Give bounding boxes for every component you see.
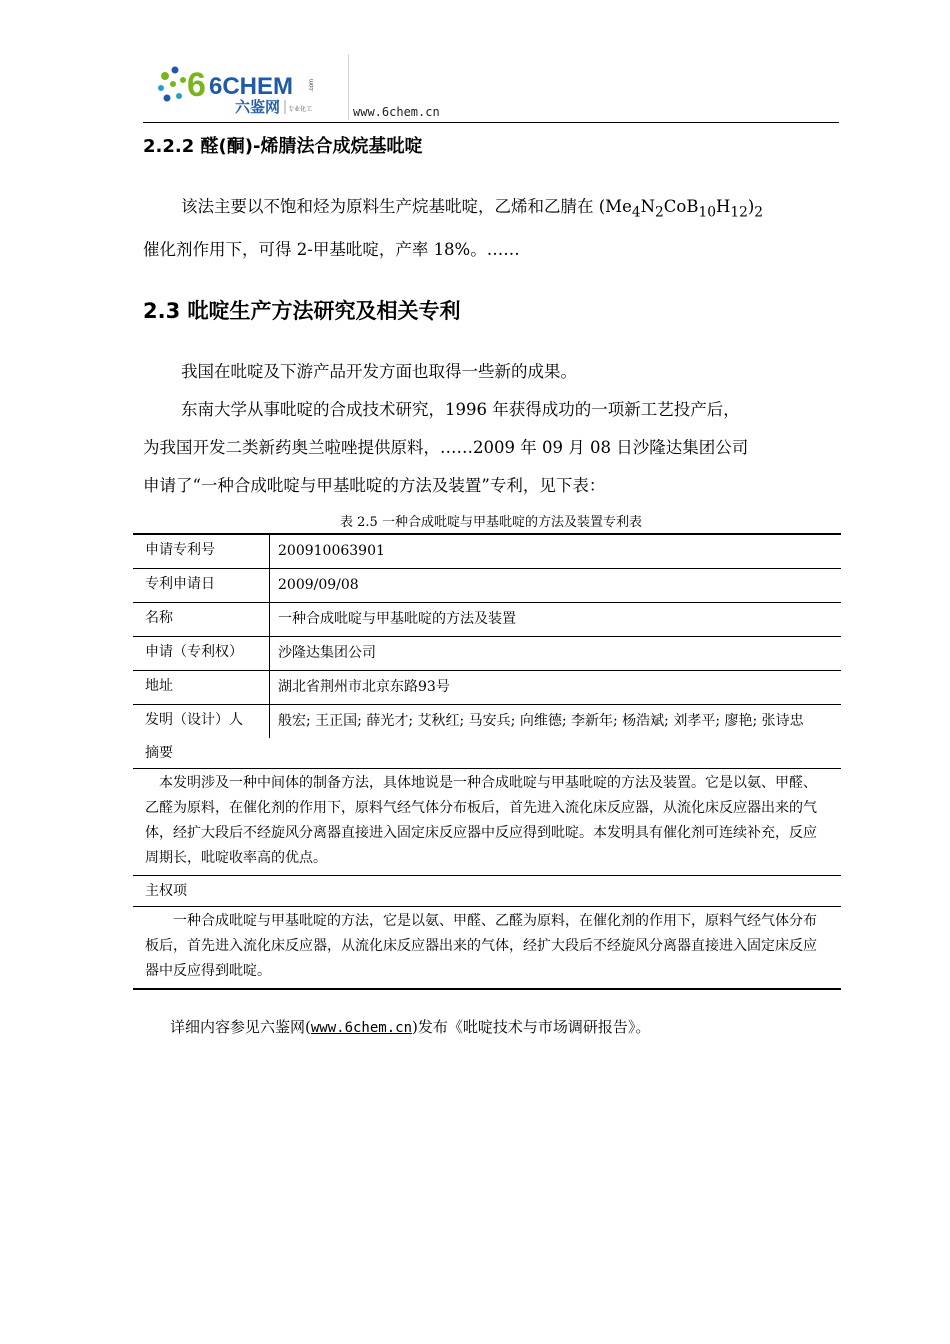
table-row <box>133 705 841 738</box>
page-header <box>143 48 839 124</box>
row-key: 名称 <box>133 603 270 636</box>
footer-suffix: )发布《吡啶技术与市场调研报告》。 <box>412 1018 651 1036</box>
abstract-text: 本发明涉及一种中间体的制备方法，具体地说是一种合成吡啶与甲基吡啶的方法及装置。它是以氨、甲醛、乙醛为原料，在催化剂的作用下，原料气经气体分布板后，首先进入流化床反应器，从流化床反应器出来的气体，经扩大段后不经旋风分离器直接进入固定床反应器中反应得到吡啶。本发明具有催化剂可连续补充，反应周期长，吡啶收率高的优点。 <box>133 769 841 876</box>
table-row <box>133 535 841 569</box>
footer-note <box>170 1016 650 1037</box>
logo-cn-text: 六鉴网 <box>235 98 281 116</box>
abstract-title: 摘要 <box>133 738 841 769</box>
row-key: 发明（设计）人 <box>133 705 270 738</box>
row-value: 2009/09/08 <box>278 577 359 593</box>
paragraph-2-3-body <box>143 391 815 505</box>
table-row <box>133 603 841 637</box>
header-url[interactable]: www.6chem.cn <box>353 105 440 119</box>
header-divider <box>348 54 349 120</box>
footer-prefix: 详细内容参见六鉴网( <box>170 1018 311 1036</box>
logo-6: 6 <box>187 66 206 104</box>
para-line: 申请了“一种合成吡啶与甲基吡啶的方法及装置”专利，见下表： <box>143 476 606 495</box>
heading-2-2-2: 2.2.2 醛(酮)-烯腈法合成烷基吡啶 <box>143 136 423 157</box>
row-value: 湖北省荆州市北京东路93号 <box>278 679 450 695</box>
row-value: 一种合成吡啶与甲基吡啶的方法及装置 <box>278 611 516 627</box>
row-key: 地址 <box>133 671 270 704</box>
logo-com: .com <box>309 78 315 92</box>
logo-tag: 专业化工 <box>288 106 313 113</box>
row-value: 般宏; 王正国; 薛光才; 艾秋红; 马安兵; 向维德; 李新年; 杨浩斌; 刘孝平; 廖艳; 张诗忠 <box>278 713 804 729</box>
patent-table <box>133 535 841 990</box>
row-value: 200910063901 <box>278 543 385 559</box>
heading-2-3: 2.3 吡啶生产方法研究及相关专利 <box>143 299 461 323</box>
footer-link[interactable]: www.6chem.cn <box>310 1020 413 1036</box>
row-key: 专利申请日 <box>133 569 270 602</box>
claims-title: 主权项 <box>133 876 841 907</box>
paragraph-2-2-2 <box>143 188 815 269</box>
row-value: 沙隆达集团公司 <box>278 645 376 661</box>
row-key: 申请（专利权） <box>133 637 270 670</box>
6chem-logo <box>153 58 353 118</box>
header-rule <box>143 122 839 123</box>
molecule-icon <box>158 67 186 102</box>
para-line: 催化剂作用下，可得 2-甲基吡啶，产率 18%。…… <box>143 240 520 260</box>
paragraph-2-3-intro: 我国在吡啶及下游产品开发方面也取得一些新的成果。 <box>181 362 577 381</box>
claims-text: 一种合成吡啶与甲基吡啶的方法，它是以氨、甲醛、乙醛为原料，在催化剂的作用下，原料气经气体分布板后，首先进入流化床反应器，从流化床反应器出来的气体，经扩大段后不经旋风分离器直接进入固定床反应器中反应得到吡啶。 <box>133 907 841 990</box>
logo-chem-text: 6CHEM <box>209 73 294 100</box>
table-caption: 表 2.5 一种合成吡啶与甲基吡啶的方法及装置专利表 <box>340 515 642 530</box>
table-row <box>133 671 841 705</box>
table-row <box>133 569 841 603</box>
table-row <box>133 637 841 671</box>
para-line: 该法主要以不饱和烃为原料生产烷基吡啶，乙烯和乙腈在 $(Me_4N_2CoB_{10}H_{12})_2$ <box>181 197 764 221</box>
row-key: 申请专利号 <box>133 535 270 568</box>
para-line: 东南大学从事吡啶的合成技术研究，1996 年获得成功的一项新工艺投产后， <box>181 400 740 419</box>
para-line: 为我国开发二类新药奥兰啦唑提供原料，……2009 年 09 月 08 日沙隆达集团公司 <box>143 438 749 457</box>
